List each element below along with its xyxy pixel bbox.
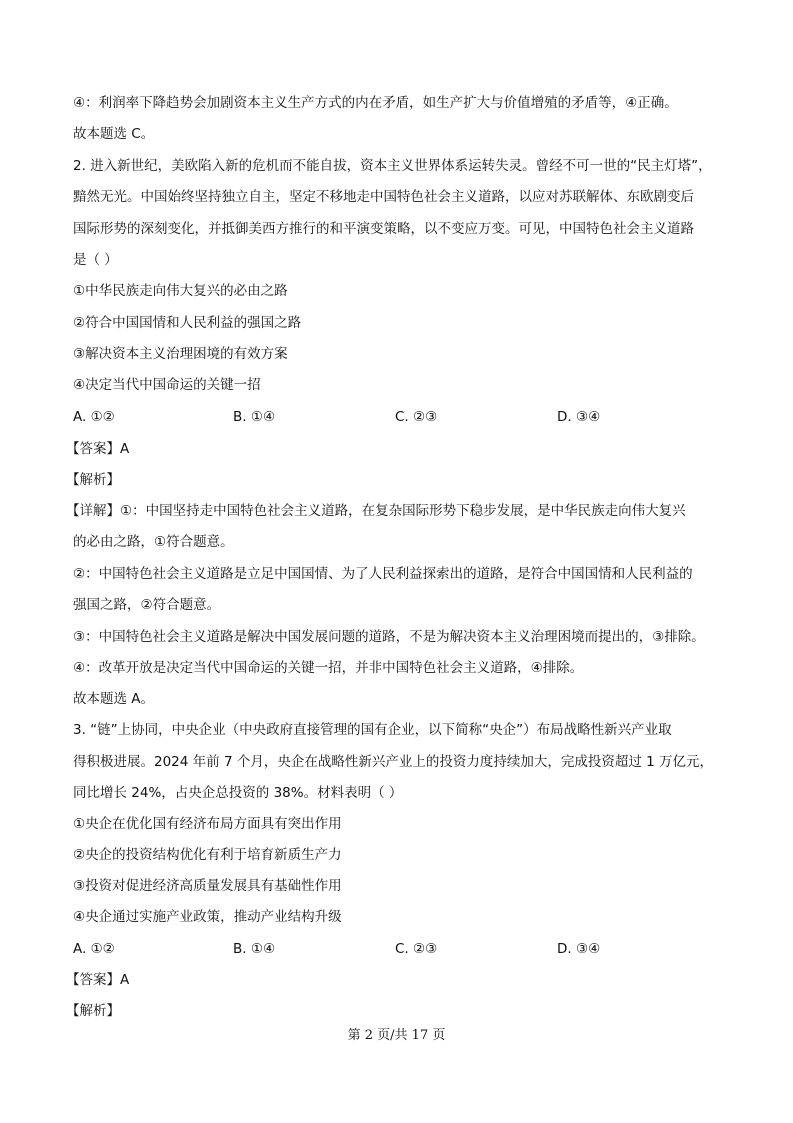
option-c: C. ②③ xyxy=(395,941,438,957)
analysis-label: 【解析】 xyxy=(66,1003,120,1019)
option-a: A. ①② xyxy=(73,941,115,957)
option-b: B. ①④ xyxy=(233,941,276,957)
analysis-label: 【解析】 xyxy=(66,472,120,488)
question-3-stem: 3. “链”上协同，中央企业（中央政府直接管理的国有企业，以下简称“央企”）布局战略性新兴产业取 xyxy=(73,722,672,738)
text-line: 故本题选 A。 xyxy=(73,691,155,707)
option-d: D. ③④ xyxy=(557,409,601,425)
statement-item: ④央企通过实施产业政策，推动产业结构升级 xyxy=(73,909,342,925)
text-line: 是（ ） xyxy=(73,252,118,268)
statement-item: ③解决资本主义治理困境的有效方案 xyxy=(73,346,288,362)
text-line: ②：中国特色社会主义道路是立足中国国情、为了人民利益探索出的道路，是符合中国国情和人民利益的 xyxy=(73,566,693,582)
answer-label: 【答案】A xyxy=(66,972,130,988)
text-line: 的必由之路，①符合题意。 xyxy=(73,534,234,550)
text-line: 黯然无光。中国始终坚持独立自主，坚定不移地走中国特色社会主义道路，以应对苏联解体、东欧剧变后 xyxy=(73,189,694,205)
option-d: D. ③④ xyxy=(557,941,601,957)
option-b: B. ①④ xyxy=(233,409,276,425)
text-line: ③：中国特色社会主义道路是解决中国发展问题的道路，不是为解决资本主义治理困境而提出的，③排除。 xyxy=(73,629,705,645)
text-line: ④：改革开放是决定当代中国命运的关键一招，并非中国特色社会主义道路，④排除。 xyxy=(73,660,584,676)
text-line: ④：利润率下降趋势会加剧资本主义生产方式的内在矛盾，如生产扩大与价值增殖的矛盾等，④正确。 xyxy=(73,95,678,111)
text-line: 同比增长 24%，占央企总投资的 38%。材料表明（ ） xyxy=(73,785,403,801)
statement-item: ①央企在优化国有经济布局方面具有突出作用 xyxy=(73,816,342,832)
detail-explanation: 【详解】①：中国坚持走中国特色社会主义道路，在复杂国际形势下稳步发展，是中华民族走向伟大复兴 xyxy=(66,503,686,519)
question-2-stem: 2. 进入新世纪，美欧陷入新的危机而不能自拔，资本主义世界体系运转失灵。曾经不可一世的“民主灯塔”， xyxy=(73,158,712,174)
option-c: C. ②③ xyxy=(395,409,438,425)
answer-label: 【答案】A xyxy=(66,441,130,457)
statement-item: ③投资对促进经济高质量发展具有基础性作用 xyxy=(73,878,342,894)
statement-item: ④决定当代中国命运的关键一招 xyxy=(73,377,261,393)
text-line: 国际形势的深刻变化，并抵御美西方推行的和平演变策略，以不变应万变。可见，中国特色社会主义道路 xyxy=(73,221,694,237)
statement-item: ①中华民族走向伟大复兴的必由之路 xyxy=(73,283,288,299)
text-line: 强国之路，②符合题意。 xyxy=(73,597,221,613)
text-line: 得积极进展。2024 年前 7 个月，央企在战略性新兴产业上的投资力度持续加大，完成投资超过 1 万亿元， xyxy=(73,754,713,770)
option-a: A. ①② xyxy=(73,409,115,425)
statement-item: ②符合中国国情和人民利益的强国之路 xyxy=(73,315,302,331)
page-footer: 第 2 页/共 17 页 xyxy=(347,1028,446,1043)
statement-item: ②央企的投资结构优化有利于培育新质生产力 xyxy=(73,847,342,863)
text-line: 故本题选 C。 xyxy=(73,126,155,142)
